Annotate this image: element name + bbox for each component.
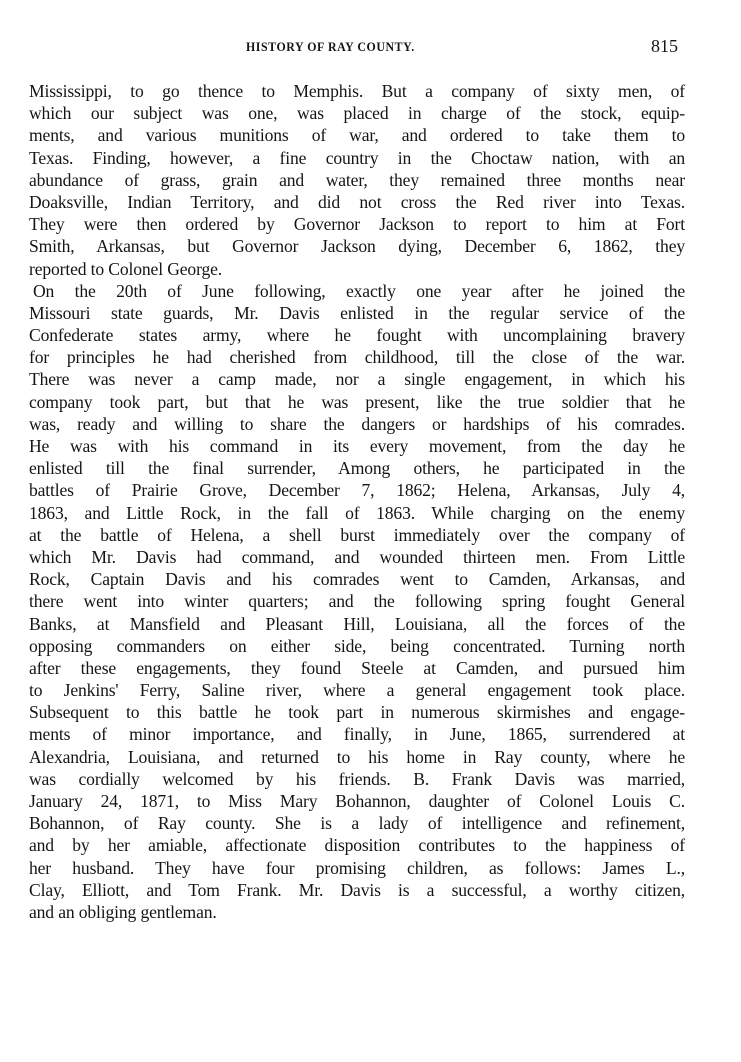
running-head [0, 36, 741, 58]
text-line: 1863, and Little Rock, in the fall of 1863. While charging on the enemy [29, 502, 685, 523]
text-line: Subsequent to this battle he took part in numerous skirmishes and engage- [29, 702, 685, 723]
text-line: Alexandria, Louisiana, and returned to his home in Ray county, where he [29, 746, 685, 767]
text-line: Doaksville, Indian Territory, and did not cross the Red river into Texas. [29, 191, 685, 212]
text-line: There was never a camp made, nor a single engagement, in which his [29, 369, 685, 390]
text-line: He was with his command in its every movement, from the day he [29, 436, 685, 456]
page-number: 815 [651, 36, 678, 56]
text-line: Confederate states army, where he fought with uncomplaining bravery [29, 325, 685, 346]
text-line: after these engagements, they found Steele at Camden, and pursued him [29, 657, 685, 678]
running-title: HISTORY OF RAY COUNTY. [246, 40, 415, 54]
text-line: at the battle of Helena, a shell burst immediately over the company of [29, 524, 685, 545]
text-line: Texas. Finding, however, a fine country in the Choctaw nation, with an [29, 147, 685, 168]
text-line: was cordially welcomed by his friends. B. Frank Davis was married, [29, 768, 685, 789]
text-line: Bohannon, of Ray county. She is a lady of intelligence and refinement, [29, 813, 685, 834]
text-line: company took part, but that he was present, like the true soldier that he [29, 391, 685, 412]
text-line: for principles he had cherished from childhood, till the close of the war. [29, 347, 685, 368]
text-line: and an obliging gentleman. [29, 901, 217, 922]
text-line: which our subject was one, was placed in charge of the stock, equip- [29, 103, 685, 124]
text-line: Banks, at Mansfield and Pleasant Hill, Louisiana, all the forces of the [29, 613, 685, 634]
text-line: her husband. They have four promising children, as follows: James L., [29, 857, 685, 878]
text-line: Mississippi, to go thence to Memphis. But a company of sixty men, of [29, 81, 685, 101]
text-line: there went into winter quarters; and the following spring fought General [29, 591, 685, 612]
text-line: opposing commanders on either side, being concentrated. Turning north [29, 635, 685, 656]
text-line: Smith, Arkansas, but Governor Jackson dying, December 6, 1862, they [29, 236, 685, 257]
text-line: Clay, Elliott, and Tom Frank. Mr. Davis is a successful, a worthy citizen, [29, 879, 685, 900]
text-line: ments, and various munitions of war, and ordered to take them to [29, 125, 685, 146]
text-line: was, ready and willing to share the dangers or hardships of his comrades. [29, 413, 685, 434]
text-line: battles of Prairie Grove, December 7, 1862; Helena, Arkansas, July 4, [29, 480, 685, 501]
text-line: abundance of grass, grain and water, they remained three months near [29, 169, 685, 190]
text-line: January 24, 1871, to Miss Mary Bohannon, daughter of Colonel Louis C. [29, 791, 685, 811]
text-line: They were then ordered by Governor Jackson to report to him at Fort [29, 214, 685, 235]
text-line: Missouri state guards, Mr. Davis enlisted in the regular service of the [29, 302, 685, 323]
text-line: to Jenkins' Ferry, Saline river, where a general engagement took place. [29, 680, 685, 701]
text-line: reported to Colonel George. [29, 258, 223, 279]
text-line: ments of minor importance, and finally, in June, 1865, surrendered at [29, 724, 685, 745]
text-line: enlisted till the final surrender, Among others, he participated in the [29, 458, 685, 479]
text-line: and by her amiable, affectionate disposition contributes to the happiness of [29, 835, 685, 856]
text-line: Rock, Captain Davis and his comrades went to Camden, Arkansas, and [29, 569, 685, 590]
body-text [29, 80, 685, 923]
paragraph-start-line: On the 20th of June following, exactly one year after he joined the [33, 280, 685, 301]
text-line: which Mr. Davis had command, and wounded thirteen men. From Little [29, 546, 685, 567]
